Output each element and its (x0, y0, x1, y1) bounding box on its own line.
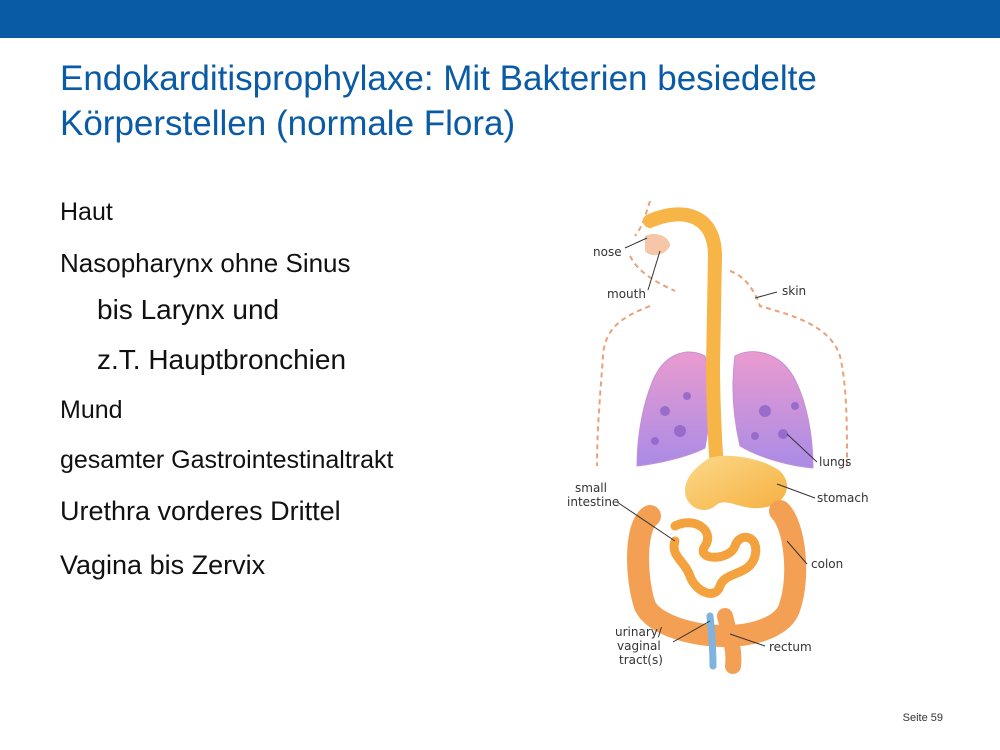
small-intestine (674, 523, 756, 594)
label-stomach: stomach (817, 491, 869, 505)
stomach (685, 456, 787, 510)
bullet-vagina: Vagina bis Zervix (60, 550, 266, 580)
right-lung (733, 352, 813, 468)
label-intestine: intestine (567, 495, 620, 509)
bullet-haut: Haut (60, 198, 113, 226)
label-skin: skin (782, 284, 807, 298)
bullet-gastrointestinal: gesamter Gastrointestinaltrakt (60, 446, 394, 474)
slide-title-line-2: Körperstellen (normale Flora) (60, 104, 516, 143)
bullet-urethra: Urethra vorderes Drittel (60, 496, 341, 526)
label-vaginal: vaginal (617, 639, 661, 653)
label-lungs: lungs (819, 455, 852, 469)
label-mouth: mouth (607, 287, 646, 301)
bullet-larynx: bis Larynx und (97, 294, 280, 325)
urinary-vaginal-tract (710, 616, 713, 666)
oral-cavity (645, 234, 670, 255)
label-rectum: rectum (769, 640, 812, 654)
slide-title (60, 56, 960, 146)
bullet-hauptbronchien: z.T. Hauptbronchien (97, 344, 347, 375)
label-colon: colon (811, 557, 844, 571)
colon (638, 511, 795, 636)
bullet-mund: Mund (60, 396, 123, 424)
page-number: Seite 59 (902, 712, 943, 724)
rectum (725, 616, 733, 666)
label-urinary: urinary/ (615, 625, 662, 639)
top-brand-bar (0, 0, 1000, 38)
label-tracts: tract(s) (619, 653, 663, 667)
slide-title-line-1: Endokarditisprophylaxe: Mit Bakterien besiedelte (60, 59, 817, 98)
label-nose: nose (593, 245, 622, 259)
anatomy-figure (555, 196, 885, 676)
label-small: small (575, 481, 607, 495)
bullet-nasopharynx: Nasopharynx ohne Sinus (60, 248, 351, 278)
left-lung (637, 352, 710, 466)
